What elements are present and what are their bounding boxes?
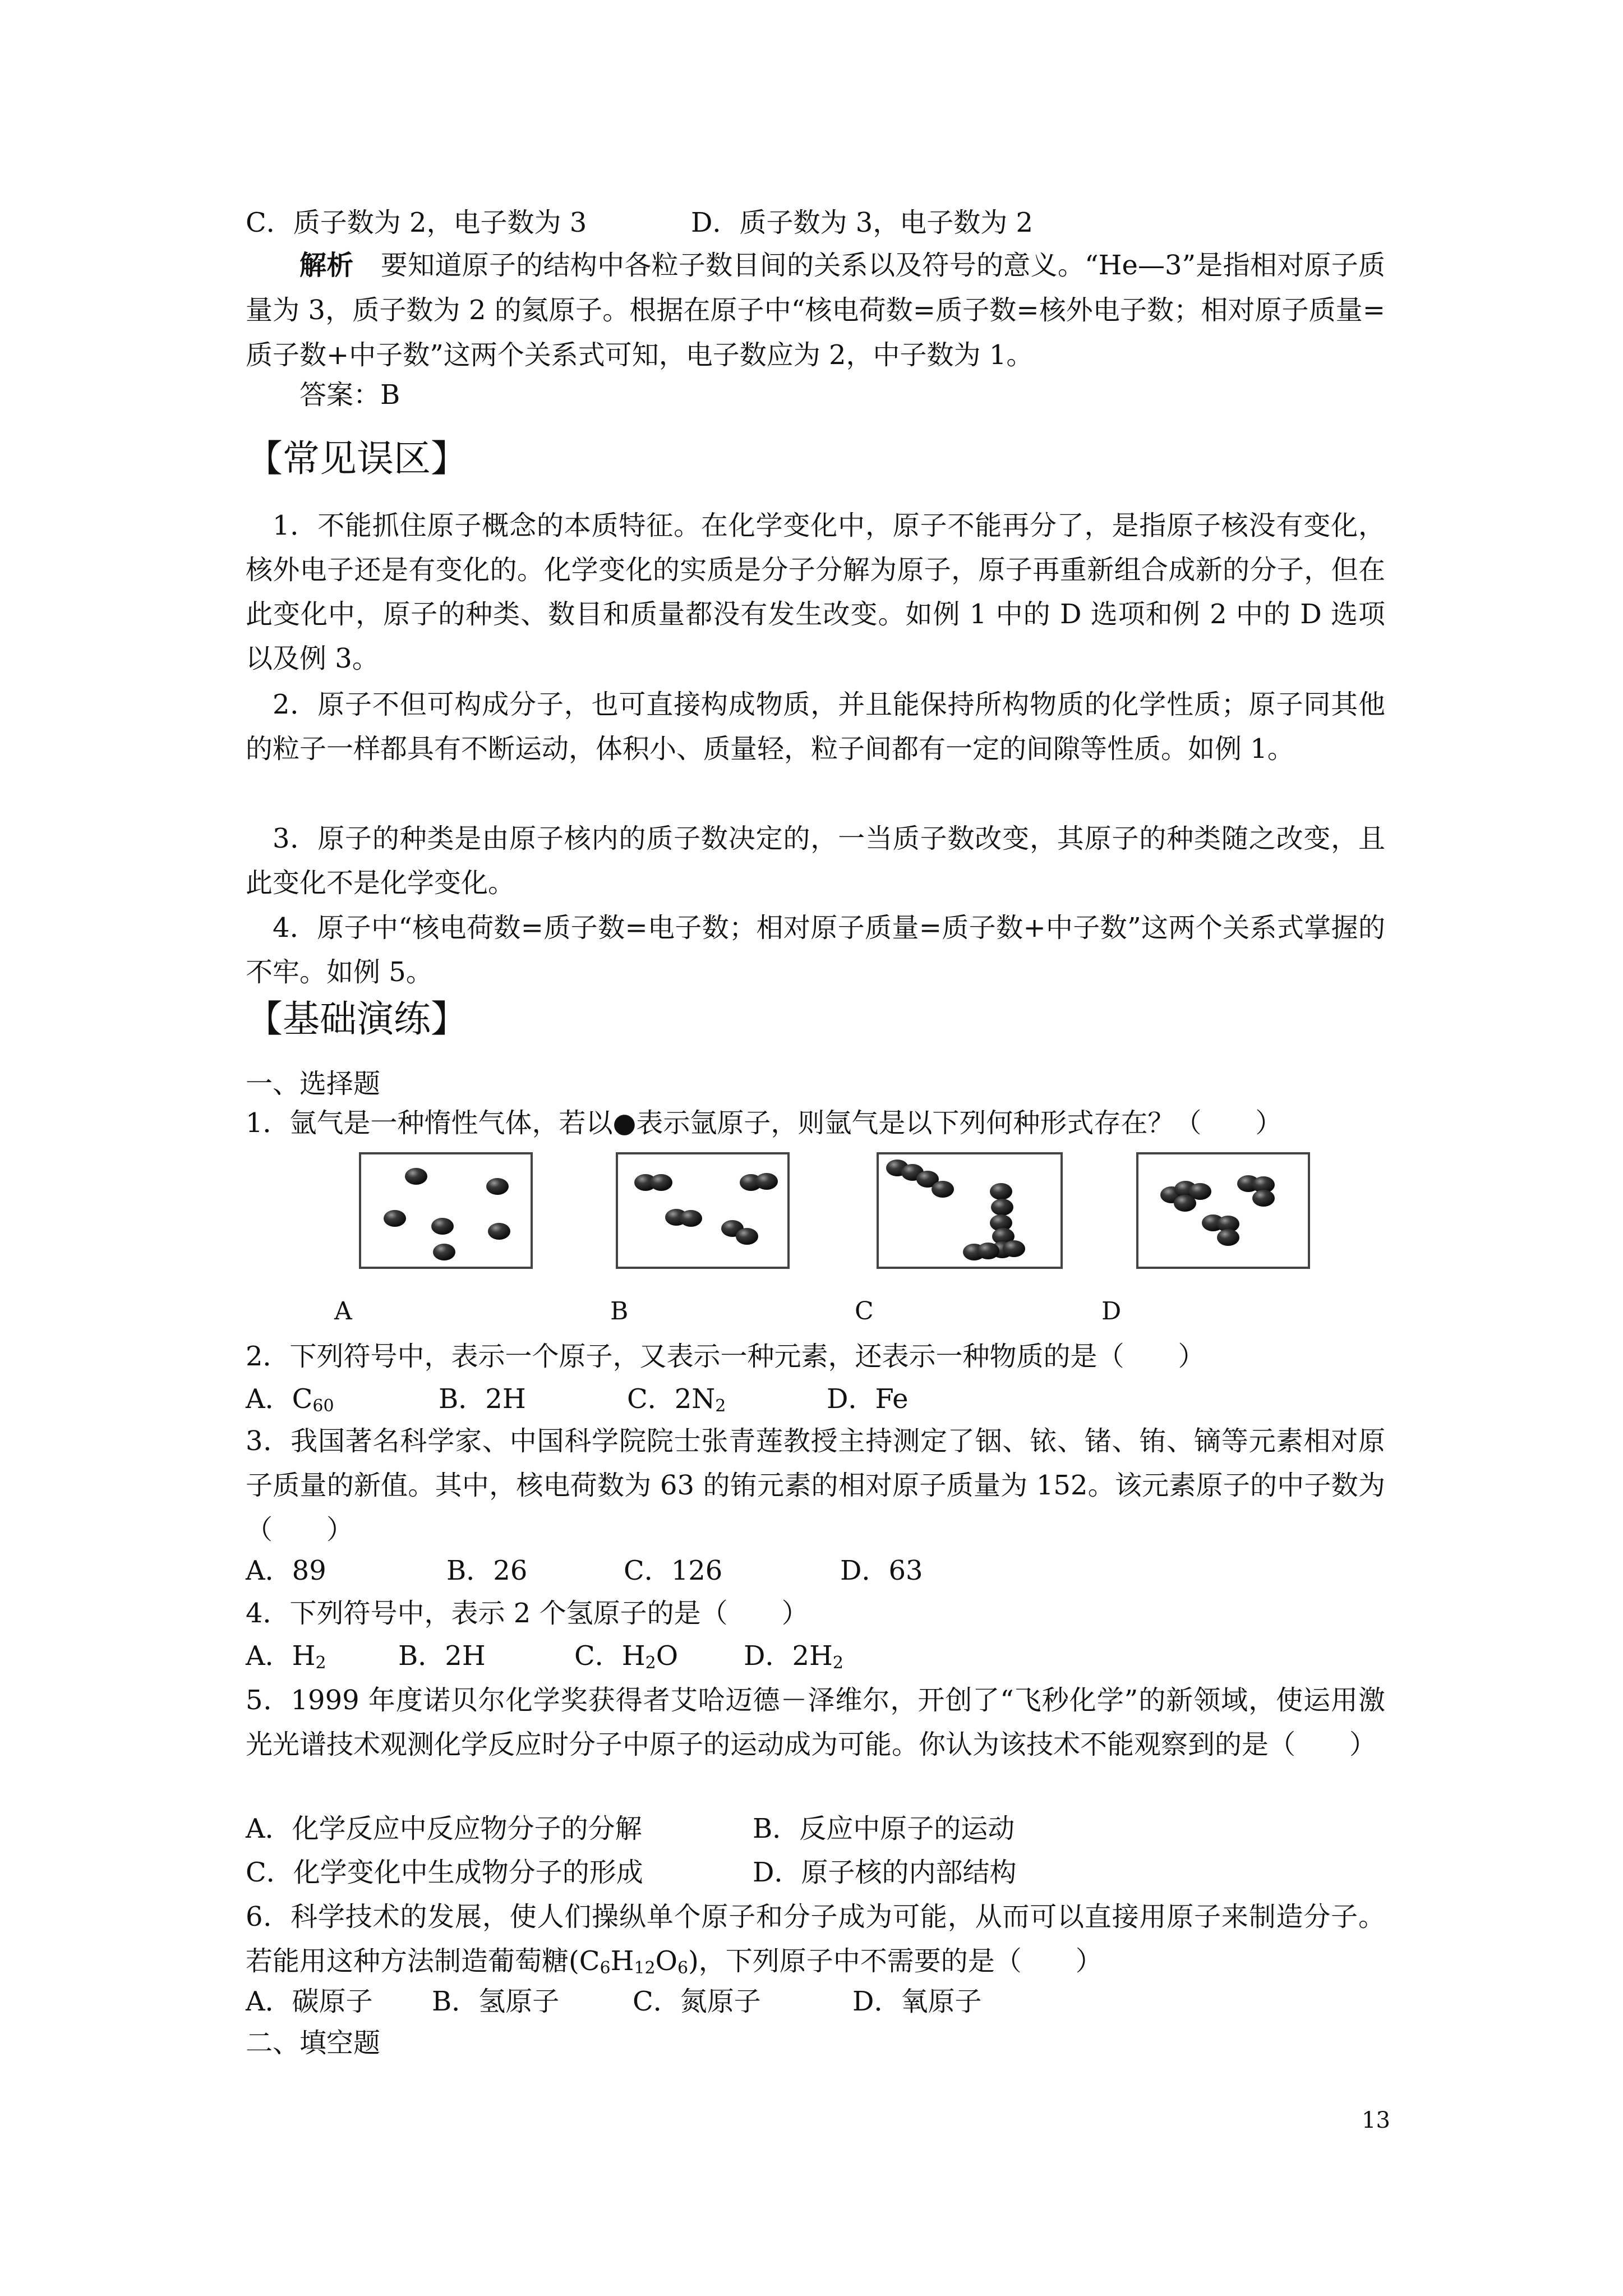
argon-atom-33 — [1252, 1190, 1275, 1207]
option-c-prev: C．质子数为 2，电子数为 3 — [246, 207, 587, 238]
q6-option-a: A．碳原子 — [246, 1986, 373, 2017]
q5-option-d: D．原子核的内部结构 — [753, 1857, 1017, 1888]
argon-atom-1 — [405, 1168, 427, 1185]
argon-atom-20 — [991, 1199, 1013, 1216]
q2-option-a: A．$C_{60}$ — [246, 1383, 334, 1416]
q2-option-c: C．$2N_2$ — [627, 1383, 726, 1416]
figure-label-b: B — [610, 1297, 629, 1326]
q3-option-d: D．63 — [840, 1555, 923, 1586]
q2-option-d: D．Fe — [827, 1383, 909, 1415]
q4-option-c: C．$H_2O$ — [574, 1640, 679, 1673]
misconception-item-1: 1．不能抓住原子概念的本质特征。在化学变化中，原子不能再分了，是指原子核没有变化，核外电子还是有变化的。化学变化的实质是分子分解为原子，原子再重新组合成新的分子，但在此变化中，原子的种类、数目和质量都没有发生改变。如例 1 中的 D 选项和例 2 中的 D 选项以及例 3。 — [246, 510, 1385, 674]
argon-atom-18 — [932, 1181, 954, 1198]
argon-atom-26 — [1003, 1240, 1025, 1257]
misconception-item-4: 4．原子中“核电荷数=质子数=电子数；相对原子质量=质子数+中子数”这两个关系式掌握的不牢。如例 5。 — [246, 912, 1385, 988]
argon-atom-36 — [1217, 1229, 1239, 1246]
section-choice-heading: 一、选择题 — [246, 1068, 381, 1099]
q4-option-d: D．$2H_2$ — [744, 1640, 843, 1673]
q4-option-b: B．2H — [398, 1640, 486, 1672]
argon-atom-6 — [433, 1244, 455, 1260]
argon-atom-10 — [755, 1173, 778, 1190]
q5-option-b: B．反应中原子的运动 — [753, 1813, 1015, 1844]
section-fill-heading: 二、填空题 — [246, 2027, 381, 2059]
figure-label-a: A — [334, 1297, 352, 1326]
argon-atom-12 — [680, 1210, 702, 1227]
question-2: 2．下列符号中，表示一个原子，又表示一种元素，还表示一种物质的是（ ） — [246, 1341, 1205, 1372]
misconceptions-heading: 【常见误区】 — [246, 437, 468, 480]
argon-atom-2 — [486, 1178, 509, 1195]
argon-atom-4 — [431, 1218, 454, 1235]
question-6: 6．科学技术的发展，使人们操纵单个原子和分子成为可能，从而可以直接用原子来制造分子。若能用这种方法制造葡萄糖$(C_6H_{12}O_6)$，下列原子中不需要的是（ ） — [246, 1901, 1385, 1978]
argon-atom-8 — [650, 1174, 672, 1191]
question-3: 3．我国著名科学家、中国科学院院士张青莲教授主持测定了铟、铱、锗、铕、镝等元素相对原子质量的新值。其中，核电荷数为 63 的铕元素的相对原子质量为 152。该元素原子的中子数为（ ） — [246, 1425, 1385, 1545]
argon-atom-3 — [384, 1210, 406, 1227]
answer-line: 答案：B — [299, 379, 400, 411]
q6-option-c: C．氮原子 — [633, 1986, 761, 2017]
argon-atom-30 — [1174, 1195, 1196, 1212]
q3-option-c: C．126 — [624, 1555, 723, 1586]
practice-heading: 【基础演练】 — [246, 997, 468, 1041]
q3-option-a: A．89 — [246, 1555, 326, 1586]
misconception-item-2: 2．原子不但可构成分子，也可直接构成物质，并且能保持所构物质的化学性质；原子同其他的粒子一样都具有不断运动，体积小、质量轻，粒子间都有一定的间隙等性质。如例 1。 — [246, 689, 1385, 765]
argon-atom-14 — [736, 1228, 758, 1245]
argon-atom-5 — [488, 1223, 510, 1240]
option-d-prev: D．质子数为 3，电子数为 2 — [691, 207, 1034, 238]
argon-atom-25 — [977, 1243, 999, 1259]
misconception-item-3: 3．原子的种类是由原子核内的质子数决定的，一当质子数改变，其原子的种类随之改变，且此变化不是化学变化。 — [246, 823, 1385, 899]
q3-option-b: B．26 — [446, 1555, 528, 1586]
q6-option-d: D．氧原子 — [852, 1986, 982, 2017]
analysis-label: 解析 — [299, 250, 354, 281]
q6-option-b: B．氢原子 — [432, 1986, 560, 2017]
analysis-text: 要知道原子的结构中各粒子数目间的关系以及符号的意义。“He—3”是指相对原子质量为 3，质子数为 2 的氦原子。根据在原子中“核电荷数=质子数=核外电子数；相对原子质量=质子数+中子数”这两个关系式可知，电子数应为 2，中子数为 1。 — [246, 250, 1385, 371]
figure-label-d: D — [1101, 1297, 1122, 1326]
page-number: 13 — [1362, 2108, 1390, 2133]
figure-label-c: C — [855, 1297, 874, 1326]
q5-option-a: A．化学反应中反应物分子的分解 — [246, 1813, 642, 1844]
q5-option-c: C．化学变化中生成物分子的形成 — [246, 1857, 643, 1888]
q2-option-b: B．2H — [439, 1383, 526, 1415]
question-5: 5．1999 年度诺贝尔化学奖获得者艾哈迈德－泽维尔，开创了“飞秒化学”的新领域，使运用激光光谱技术观测化学反应时分子中原子的运动成为可能。你认为该技术不能观察到的是（ ） — [246, 1685, 1385, 1760]
question-4: 4．下列符号中，表示 2 个氢原子的是（ ） — [246, 1598, 809, 1629]
argon-atom-19 — [990, 1183, 1012, 1200]
question-1: 1．氩气是一种惰性气体，若以●表示氩原子，则氩气是以下列何种形式存在？（ ） — [246, 1107, 1283, 1139]
q4-option-a: A．$H_2$ — [246, 1640, 326, 1673]
